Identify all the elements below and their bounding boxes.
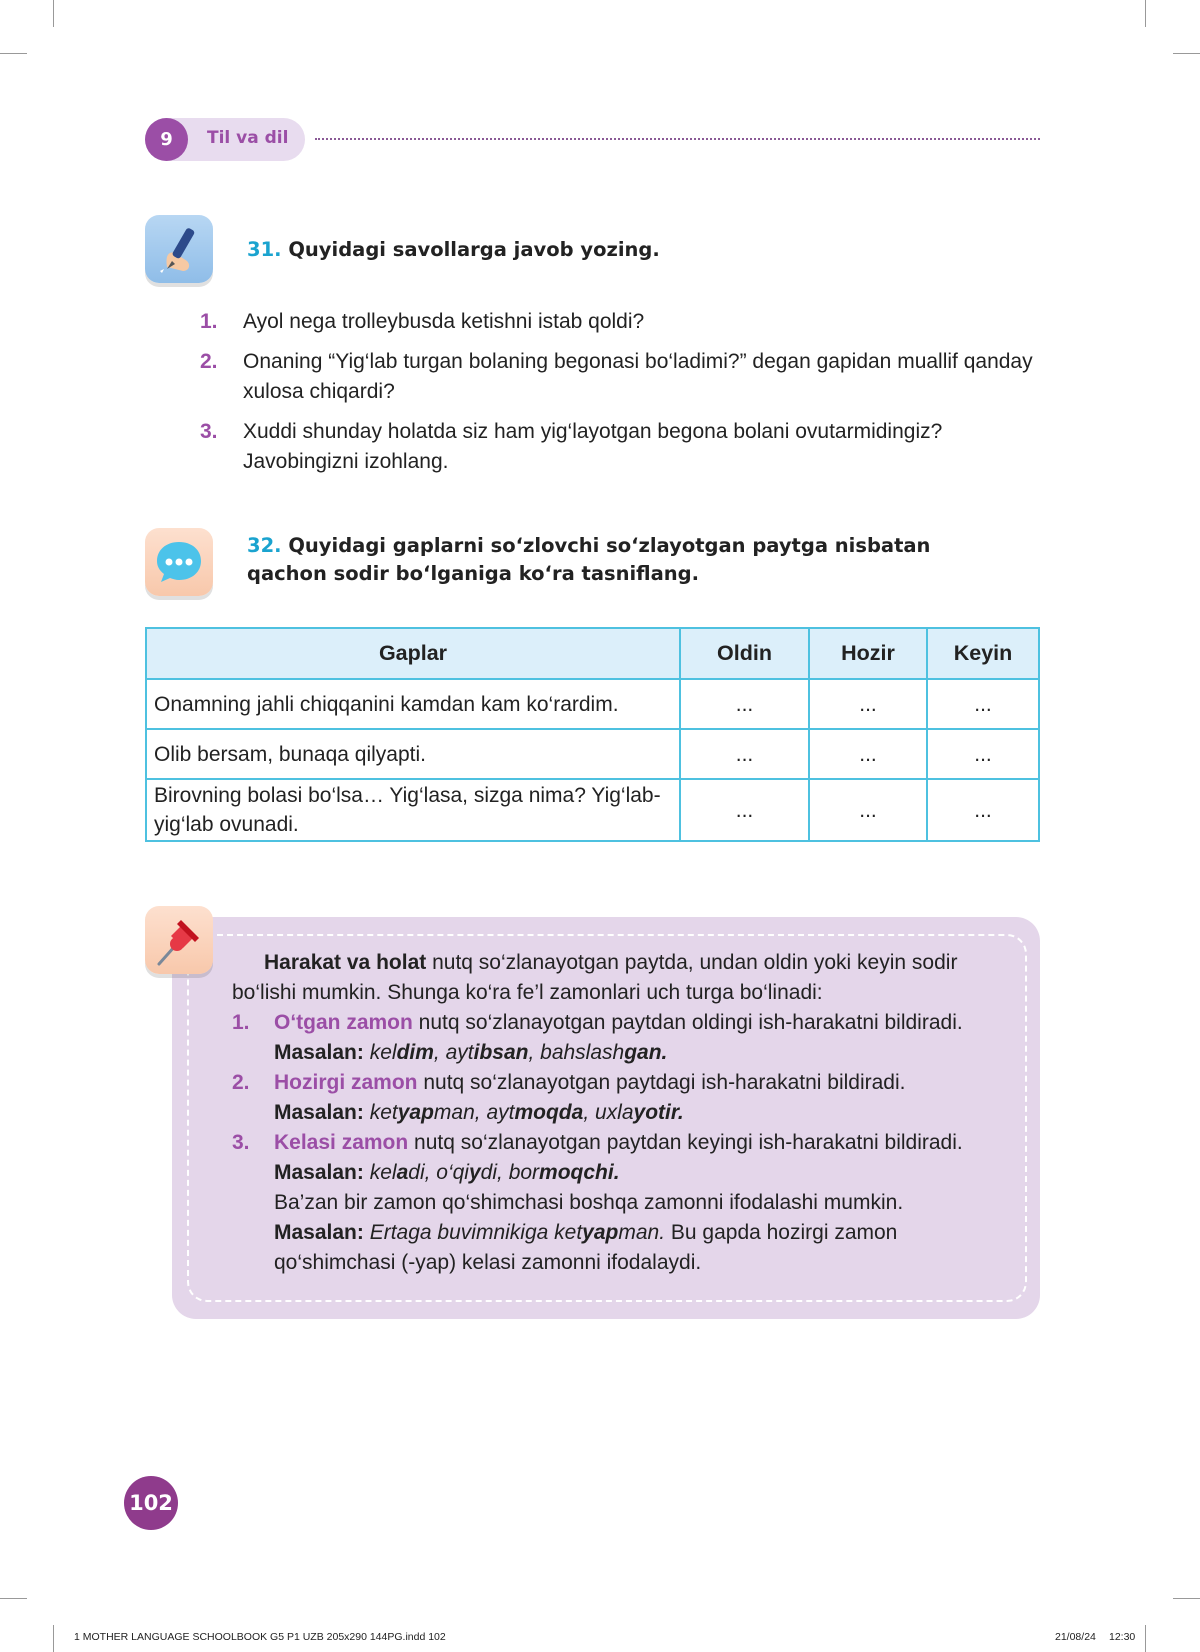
answer-cell: ... bbox=[927, 679, 1039, 729]
question-text: Ayol nega trolleybusda ketishni istab qoldi? bbox=[243, 310, 645, 333]
chapter-number: 9 bbox=[145, 118, 188, 161]
example-label: Masalan: bbox=[274, 1221, 364, 1244]
exercise-32-heading bbox=[247, 532, 1017, 588]
answer-cell: ... bbox=[809, 729, 927, 779]
exercise-32-number: 32. bbox=[247, 534, 282, 557]
rule-item-number: 1. bbox=[232, 1011, 250, 1034]
note-example: Ertaga buvimnikiga ketyapman. bbox=[369, 1221, 666, 1244]
list-item bbox=[200, 347, 1040, 407]
example-label: Masalan: bbox=[274, 1161, 364, 1184]
exercise-32-title: Quyidagi gaplarni so‘zlovchi so‘zlayotgan paytga nisbatan qachon sodir bo‘lganiga ko‘ra tasniflang. bbox=[247, 534, 931, 585]
rule-note: Ba’zan bir zamon qo‘shimchasi boshqa zamonni ifodalashi mumkin. bbox=[274, 1191, 904, 1214]
answer-cell: ... bbox=[927, 779, 1039, 841]
classification-table bbox=[145, 627, 1040, 842]
tense-term: Kelasi zamon bbox=[274, 1131, 409, 1154]
question-text: Xuddi shunday holatda siz ham yig‘layotgan begona bolani ovutarmidingiz? Javobingizni izohlang. bbox=[243, 420, 943, 473]
tense-description: nutq so‘zlanayotgan paytdan keyingi ish-harakatni bildiradi. bbox=[408, 1131, 963, 1154]
tense-description: nutq so‘zlanayotgan paytdan oldingi ish-harakatni bildiradi. bbox=[412, 1011, 963, 1034]
pushpin-icon bbox=[145, 906, 213, 974]
chapter-title: Til va dil bbox=[207, 128, 289, 148]
list-item bbox=[232, 1068, 1022, 1128]
exercise-31-title: Quyidagi savollarga javob yozing. bbox=[288, 238, 660, 261]
answer-cell: ... bbox=[809, 779, 927, 841]
column-header: Hozir bbox=[809, 628, 927, 679]
rule-item-number: 2. bbox=[232, 1071, 250, 1094]
crop-mark bbox=[53, 1625, 54, 1652]
sentence-cell: Birovning bolasi bo‘lsa… Yig‘lasa, sizga nima? Yig‘lab-yig‘lab ovunadi. bbox=[146, 779, 680, 841]
column-header: Keyin bbox=[927, 628, 1039, 679]
answer-cell: ... bbox=[680, 779, 809, 841]
tense-description: nutq so‘zlanayotgan paytdagi ish-harakatni bildiradi. bbox=[417, 1071, 906, 1094]
print-slug: 1 MOTHER LANGUAGE SCHOOLBOOK G5 P1 UZB 205x290 144PG.indd 102 bbox=[74, 1631, 446, 1643]
crop-mark bbox=[1173, 1598, 1200, 1599]
tense-term: O‘tgan zamon bbox=[274, 1011, 413, 1034]
list-item bbox=[232, 1128, 1022, 1278]
column-header: Gaplar bbox=[146, 628, 680, 679]
rule-item-text bbox=[274, 1128, 1022, 1278]
example-words: keldim, aytibsan, bahslashgan. bbox=[369, 1041, 668, 1064]
rule-item-text bbox=[274, 1068, 1022, 1128]
column-header: Oldin bbox=[680, 628, 809, 679]
exercise-31-number: 31. bbox=[247, 238, 282, 261]
table-header-row bbox=[146, 628, 1039, 679]
rule-intro-bold: Harakat va holat bbox=[264, 951, 427, 974]
rule-intro bbox=[232, 948, 1022, 1008]
sentence-cell: Onamning jahli chiqqanini kamdan kam ko‘rardim. bbox=[146, 679, 680, 729]
tense-term: Hozirgi zamon bbox=[274, 1071, 418, 1094]
crop-mark bbox=[0, 53, 27, 54]
exercise-31-heading bbox=[247, 236, 660, 264]
table-row bbox=[146, 779, 1039, 841]
table-row bbox=[146, 679, 1039, 729]
list-item bbox=[200, 417, 1040, 477]
rule-note-end: Bu gapda hozirgi zamon qo‘shimchasi (-yap) kelasi zamonni ifodalaydi. bbox=[274, 1221, 898, 1274]
table-row bbox=[146, 729, 1039, 779]
answer-cell: ... bbox=[927, 729, 1039, 779]
print-slug-date: 21/08/24 bbox=[1055, 1631, 1096, 1643]
answer-cell: ... bbox=[680, 679, 809, 729]
rule-item-number: 3. bbox=[232, 1131, 250, 1154]
example-label: Masalan: bbox=[274, 1101, 364, 1124]
question-text: Onaning “Yig‘lab turgan bolaning begonasi bo‘ladimi?” degan gapidan muallif qanday xulosa chiqardi? bbox=[243, 350, 1033, 403]
list-item bbox=[200, 307, 1040, 337]
question-number: 2. bbox=[200, 350, 218, 373]
example-words: ketyapman, aytmoqda, uxlayotir. bbox=[369, 1101, 684, 1124]
answer-cell: ... bbox=[809, 679, 927, 729]
answer-cell: ... bbox=[680, 729, 809, 779]
question-number: 1. bbox=[200, 310, 218, 333]
crop-mark bbox=[1173, 53, 1200, 54]
speech-bubble-icon bbox=[145, 528, 213, 596]
crop-mark bbox=[1145, 1625, 1146, 1652]
header-dotted-line bbox=[315, 138, 1040, 140]
page-number: 102 bbox=[124, 1476, 178, 1530]
question-number: 3. bbox=[200, 420, 218, 443]
rule-intro-rest: nutq so‘zlanayotgan paytda, undan oldin yoki keyin sodir bo‘lishi mumkin. Shunga ko‘ra fe’l zamonlari uch turga bo‘linadi: bbox=[232, 951, 958, 1004]
crop-mark bbox=[1145, 0, 1146, 27]
sentence-cell: Olib bersam, bunaqa qilyapti. bbox=[146, 729, 680, 779]
question-list bbox=[200, 307, 1040, 487]
example-words: keladi, o‘qiydi, bormoqchi. bbox=[369, 1161, 620, 1184]
rule-text bbox=[232, 948, 1022, 1278]
list-item bbox=[232, 1008, 1022, 1068]
crop-mark bbox=[0, 1598, 27, 1599]
pen-writing-icon bbox=[145, 215, 213, 283]
print-slug-time: 12:30 bbox=[1109, 1631, 1136, 1643]
crop-mark bbox=[53, 0, 54, 27]
example-label: Masalan: bbox=[274, 1041, 364, 1064]
rule-item-text bbox=[274, 1008, 1022, 1068]
